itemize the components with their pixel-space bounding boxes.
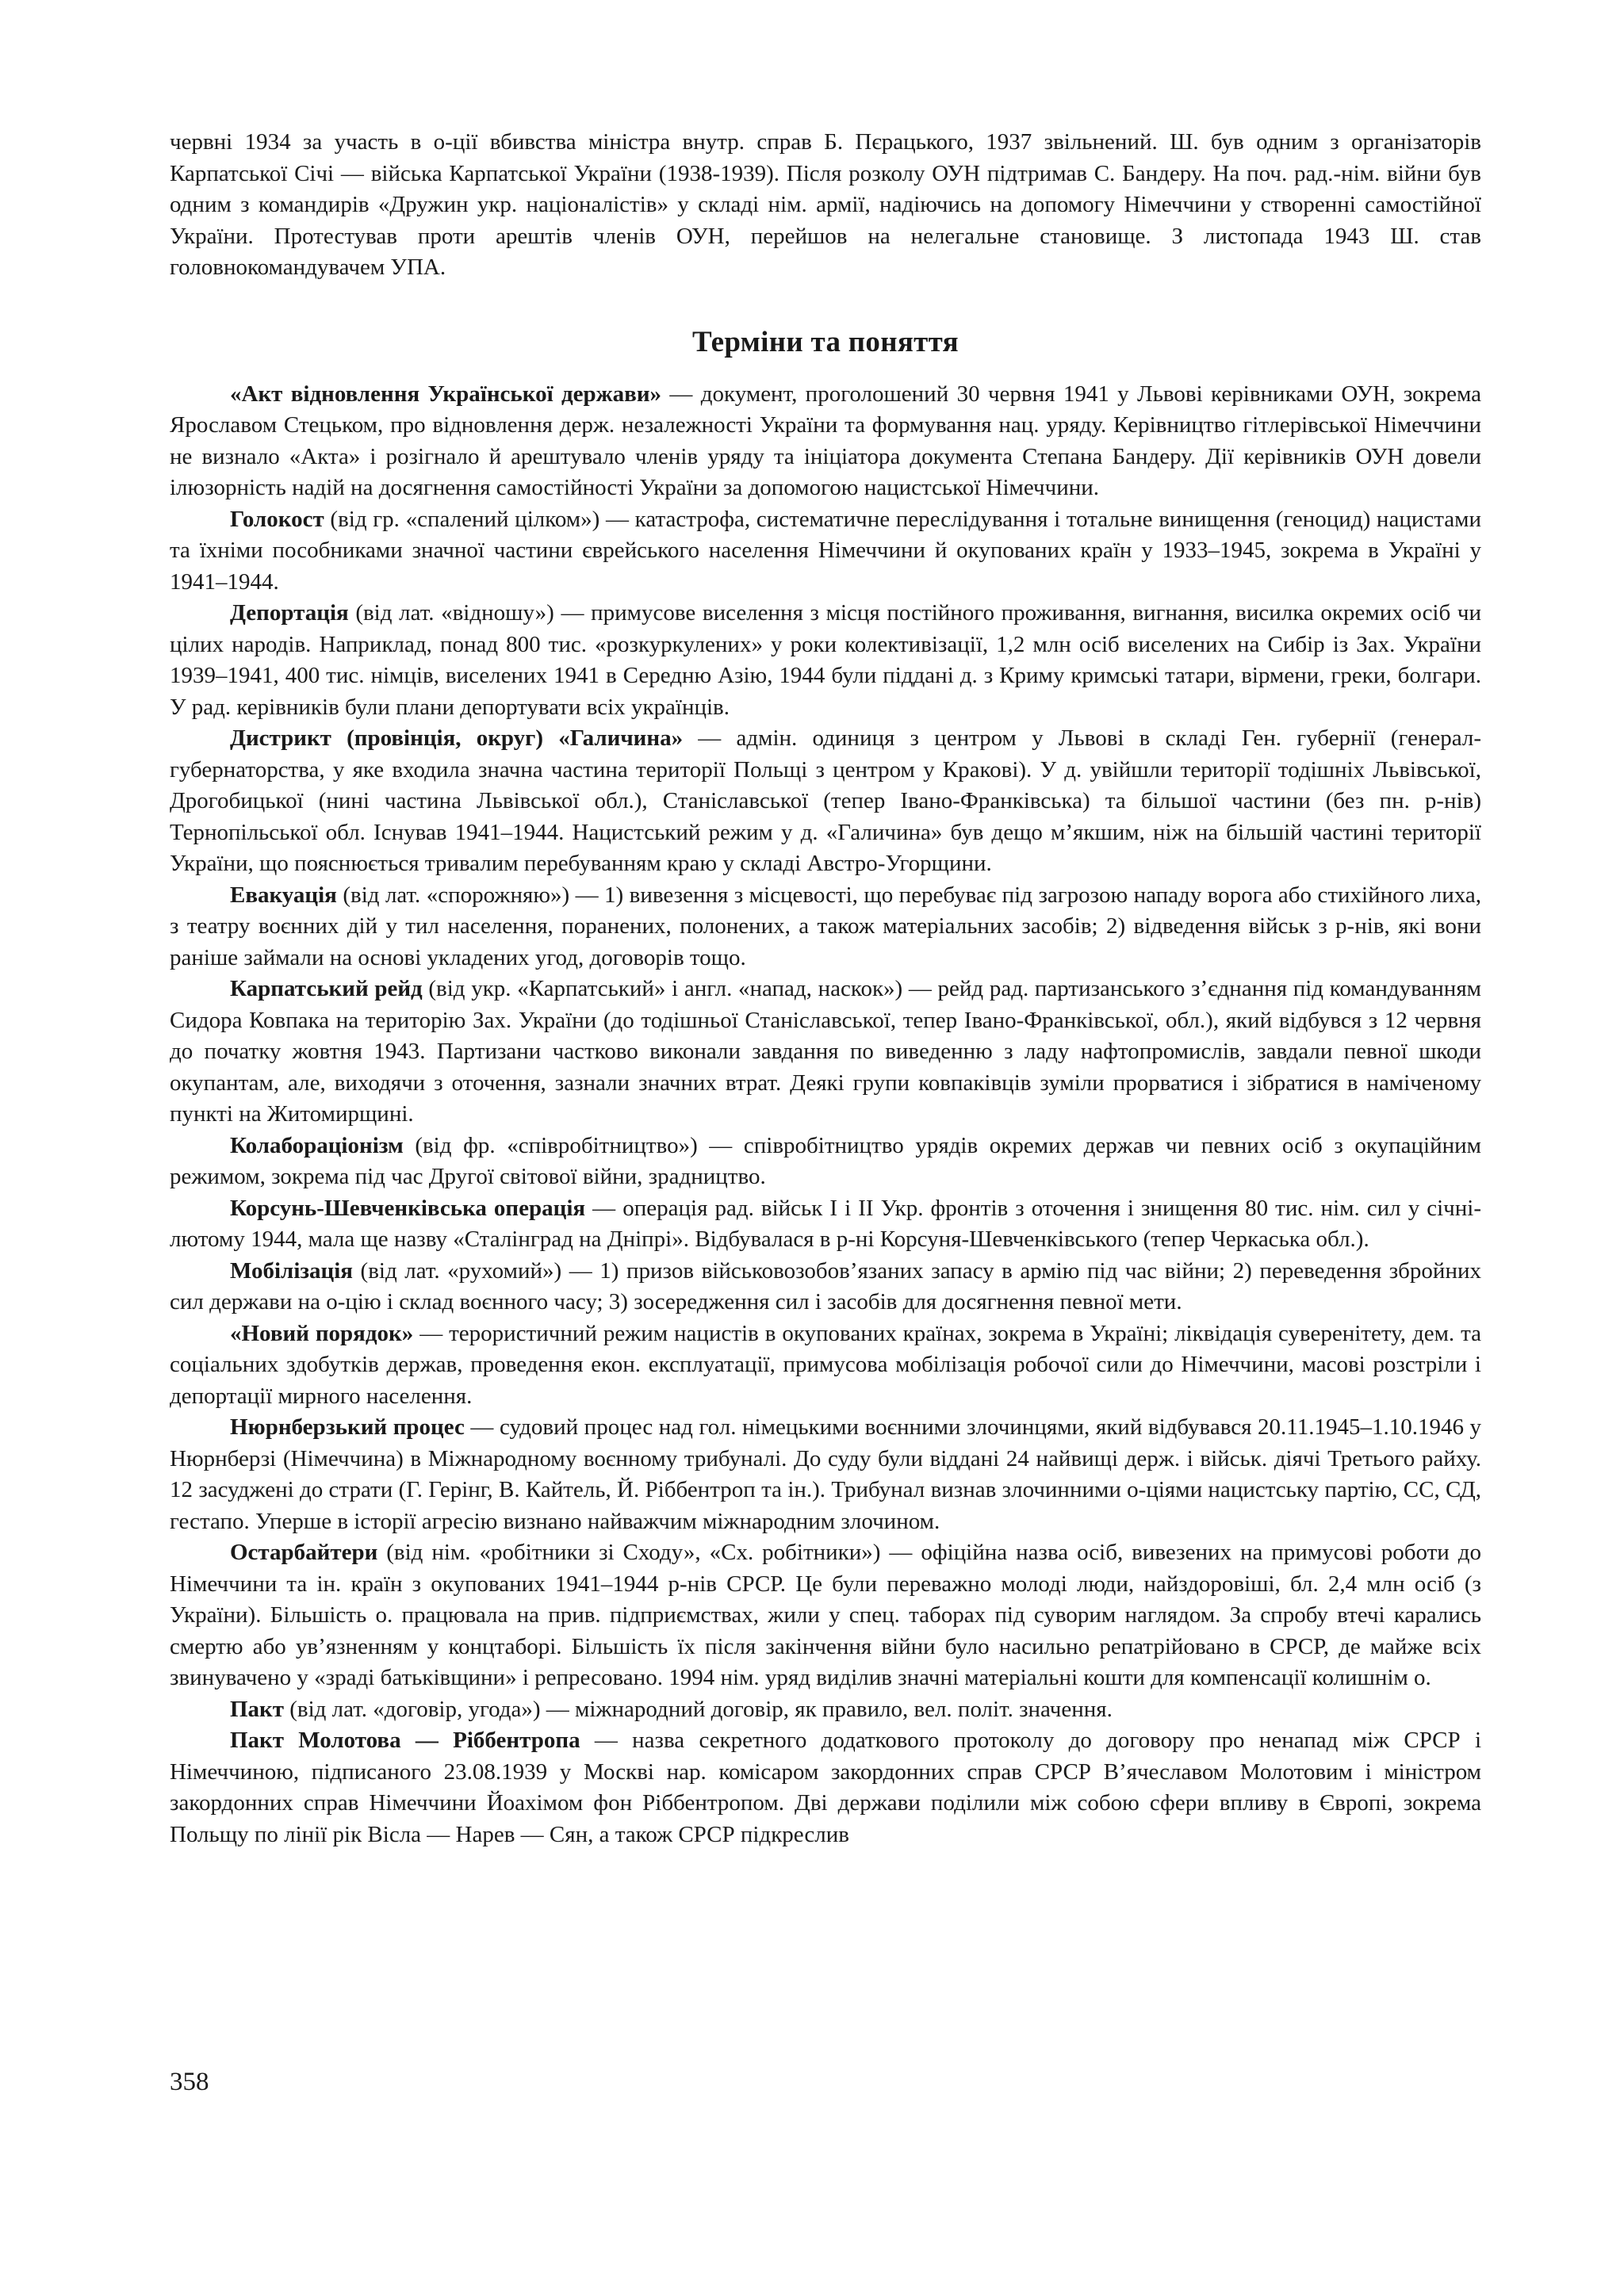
term-entry xyxy=(170,504,1481,599)
term-entry xyxy=(170,974,1481,1131)
term-name: Пакт xyxy=(230,1696,285,1722)
term-name: Нюрнберзький процес xyxy=(230,1414,465,1440)
term-definition: (від нім. «робітники зі Сходу», «Сх. робітники») — офіційна назва осіб, вивезених на примусові роботи до Німеччини та ін. країн з окупованих 1941–1944 р-нів СРСР. Це були переважно молоді люди, найздоровіші, бл. 2,4 млн осіб (з України). Більшість о. працювала на прив. підприємствах, жили у спец. таборах під суворим наглядом. За спробу втечі карались смертю або ув’язненням у концтаборі. Більшість їх після закінчення війни було насильно репатрійовано в СРСР, де майже всіх звинувачено у «зраді батьківщини» і репресовано. 1994 нім. уряд виділив значні матеріальні кошти для компенсації колишнім о. xyxy=(170,1540,1481,1690)
term-entry xyxy=(170,723,1481,880)
term-entry xyxy=(170,1694,1481,1726)
term-definition: (від лат. «відношу») — примусове виселення з місця постійного проживання, вигнання, висилка окремих осіб чи цілих народів. Наприклад, понад 800 тис. «розкуркулених» у роки колективізації, 1,2 млн осіб виселених на Сибір із Зах. України 1939–1941, 400 тис. німців, виселених 1941 в Середню Азію, 1944 були піддані д. з Криму кримські татари, вірмени, греки, болгари. У рад. керівників були плани депортувати всіх українців. xyxy=(170,600,1481,720)
term-name: Пакт Молотова — Ріббентропа xyxy=(230,1728,580,1753)
term-entry xyxy=(170,1725,1481,1850)
term-definition: (від фр. «співробітництво») — співробітництво урядів окремих держав чи певних осіб з окупаційним режимом, зокрема під час Другої світової війни, зрадництво. xyxy=(170,1132,1481,1189)
section-title: Терміни та поняття xyxy=(692,325,959,358)
term-name: Мобілізація xyxy=(230,1257,353,1284)
intro-paragraph xyxy=(170,127,1481,284)
term-name: Остарбайтери xyxy=(230,1540,378,1565)
term-entry xyxy=(170,1537,1481,1694)
term-definition: — операція рад. військ I і II Укр. фронтів з оточення і знищення 80 тис. нім. сил у січні-лютому 1944, мала ще назву «Сталінград на Дніпрі». Відбувалася в р-ні Корсуня-Шевченківського (тепер Черкаська обл.). xyxy=(170,1195,1482,1252)
term-entry xyxy=(170,598,1481,723)
term-entry xyxy=(170,1131,1481,1193)
term-definition: (від лат. «спорожняю») — 1) вивезення з місцевості, що перебуває під загрозою нападу ворога або стихійного лиха, з театру воєнних дій у тил населення, поранених, полонених, а також матеріальних засобів; 2) відведення військ з р-нів, які вони раніше займали на основі укладених угод, договорів тощо. xyxy=(170,882,1481,970)
term-definition: (від гр. «спалений цілком») — катастрофа, систематичне переслідування і тотальне винищення (геноцид) нацистами та їхніми пособниками значної частини єврейського населення Німеччини й окупованих країн у 1933–1945, зокрема в Україні у 1941–1944. xyxy=(170,506,1481,595)
term-definition: — документ, проголошений 30 червня 1941 у Львові керівниками ОУН, зокрема Ярославом Стецьком, про відновлення держ. незалежності України та формування нац. уряду. Керівництво гітлерівської Німеччини не визнало «Акта» і розігнало й арештувало членів уряду та ініціатора документа Степана Бандеру. Дії керівників ОУН довели ілюзорність надій на досягнення самостійності України за допомогою нацистської Німеччини. xyxy=(170,381,1481,500)
page-number: 358 xyxy=(170,2068,209,2096)
term-definition: (від укр. «Карпатський» і англ. «напад, наскок») — рейд рад. партизанського з’єднання під командуванням Сидора Ковпака на територію Зах. України (до тодішньої Станіславської, тепер Івано-Франківської, обл.), який відбувся з 12 червня до початку жовтня 1943. Партизани частково виконали завдання по виведенню з ладу нафтопромислів, завдали певної шкоди окупантам, але, виходячи з оточення, зазнали значних втрат. Деякі групи ковпаківців зуміли прорватися і зібратися в наміченому пункті на Житомирщині. xyxy=(170,976,1482,1127)
term-name: Депортація xyxy=(230,600,349,626)
term-name: Голокост xyxy=(230,506,324,532)
term-name: «Акт відновлення Української держави» xyxy=(230,381,662,407)
term-name: Колабораціонізм xyxy=(230,1132,404,1158)
term-name: «Новий порядок» xyxy=(230,1320,414,1346)
term-definition: — назва секретного додаткового протоколу до договору про ненапад між СРСР і Німеччиною, підписаного 23.08.1939 у Москві нар. комісаром закордонних справ СРСР В’ячеславом Молотовим і міністром закордонних справ Німеччини Йоахімом фон Ріббентропом. Дві держави поділили між собою сфери впливу в Європі, зокрема Польщу по лінії рік Вісла — Нарев — Сян, а також СРСР підкреслив xyxy=(170,1728,1482,1847)
term-name: Дистрикт (провінція, округ) «Галичина» xyxy=(230,725,684,751)
term-definition: — адмін. одиниця з центром у Львові в складі Ген. губернії (генерал-губернаторства, у яке входила значна частина території Польщі з центром у Кракові). У д. увійшли території тодішніх Львівської, Дрогобицької (нині частина Львівської обл.), Станіславської (тепер Івано-Франківська) та більшої частини (без пн. р-нів) Тернопільської обл. Існував 1941–1944. Нацистський режим у д. «Галичина» був дещо м’якшим, ніж на більшій частині території України, що пояснюється тривалим перебуванням краю у складі Австро-Угорщини. xyxy=(170,725,1481,876)
term-entry xyxy=(170,1193,1481,1256)
term-name: Евакуація xyxy=(230,882,337,908)
term-entry xyxy=(170,1412,1481,1537)
term-definition: (від лат. «договір, угода») — міжнародний договір, як правило, вел. політ. значення. xyxy=(284,1696,1113,1722)
term-entry xyxy=(170,1318,1481,1413)
term-definition: — судовий процес над гол. німецькими воєнними злочинцями, який відбувався 20.11.1945–1.10.1946 у Нюрнберзі (Німеччина) в Міжнародному воєнному трибуналі. До суду були віддані 24 найвищі держ. і військ. діячі Третього райху. 12 засуджені до страти (Г. Герінг, В. Кайтель, Й. Ріббентроп та ін.). Трибунал визнав злочинними о-ціями нацистську партію, СС, СД, гестапо. Уперше в історії агресію визнано найважчим міжнародним злочином. xyxy=(170,1414,1482,1534)
term-entry xyxy=(170,1256,1481,1318)
term-entry xyxy=(170,379,1481,504)
term-name: Корсунь-Шевченківська операція xyxy=(230,1195,586,1221)
term-definition: — терористичний режим нацистів в окупованих країнах, зокрема в Україні; ліквідація суверенітету, дем. та соціальних здобутків держав, проведення екон. експлуатації, примусова мобілізація робочої сили до Німеччини, масові розстріли і депортації мирного населення. xyxy=(170,1320,1482,1409)
term-entry xyxy=(170,880,1481,974)
intro-text: червні 1934 за участь в о-ції вбивства міністра внутр. справ Б. Пєрацького, 1937 звільнений. Ш. був одним з організаторів Карпатської Січі — війська Карпатської України (1938-1939). Після розколу ОУН підтримав С. Бандеру. На поч. рад.-нім. війни був одним з командирів «Дружин укр. націоналістів» у складі нім. армії, надіючись на допомогу Німеччини у створенні самостійної України. Протестував проти арештів членів ОУН, перейшов на нелегальне становище. З листопада 1943 Ш. став головнокомандувачем УПА. xyxy=(170,129,1481,280)
terms-list xyxy=(170,379,1481,1851)
term-name: Карпатський рейд xyxy=(230,976,423,1001)
term-definition: (від лат. «рухомий») — 1) призов військовозобов’язаних запасу в армію під час війни; 2) переведення збройних сил держави на о-цію і склад воєнного часу; 3) зосередження сил і засобів для досягнення певної мети. xyxy=(170,1257,1481,1314)
